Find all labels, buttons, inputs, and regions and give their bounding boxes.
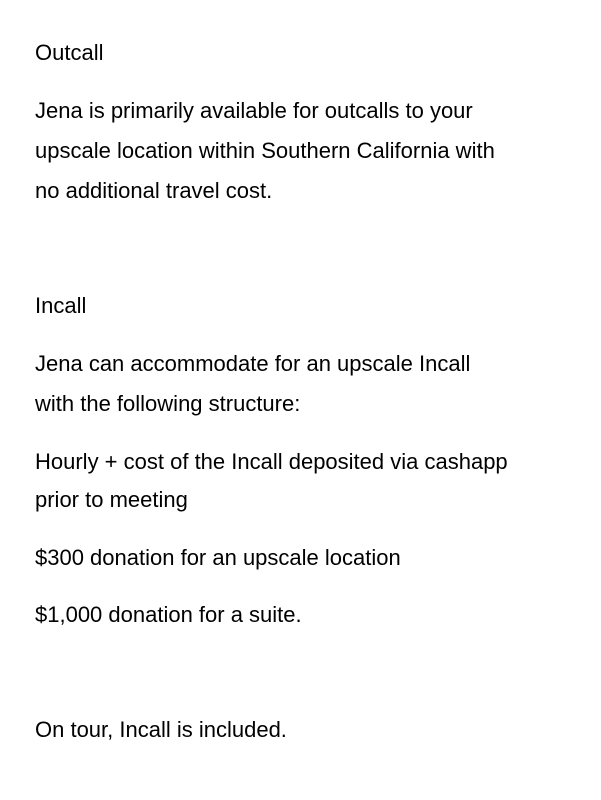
incall-intro-line-1: Jena can accommodate for an upscale Incall bbox=[35, 351, 471, 376]
incall-hourly-line-1: Hourly + cost of the Incall deposited via cashapp bbox=[35, 449, 508, 474]
closing-note: On tour, Incall is included. bbox=[35, 717, 287, 742]
outcall-text-line-1: Jena is primarily available for outcalls to your bbox=[35, 98, 473, 123]
incall-location-price: $300 donation for an upscale location bbox=[35, 545, 401, 570]
incall-suite-price: $1,000 donation for a suite. bbox=[35, 602, 302, 627]
outcall-text-line-3: no additional travel cost. bbox=[35, 178, 273, 203]
incall-intro-line-2: with the following structure: bbox=[35, 391, 301, 416]
incall-heading: Incall bbox=[35, 293, 87, 318]
outcall-heading: Outcall bbox=[35, 40, 104, 65]
incall-hourly-line-2: prior to meeting bbox=[35, 487, 188, 512]
outcall-text-line-2: upscale location within Southern California with bbox=[35, 138, 495, 163]
